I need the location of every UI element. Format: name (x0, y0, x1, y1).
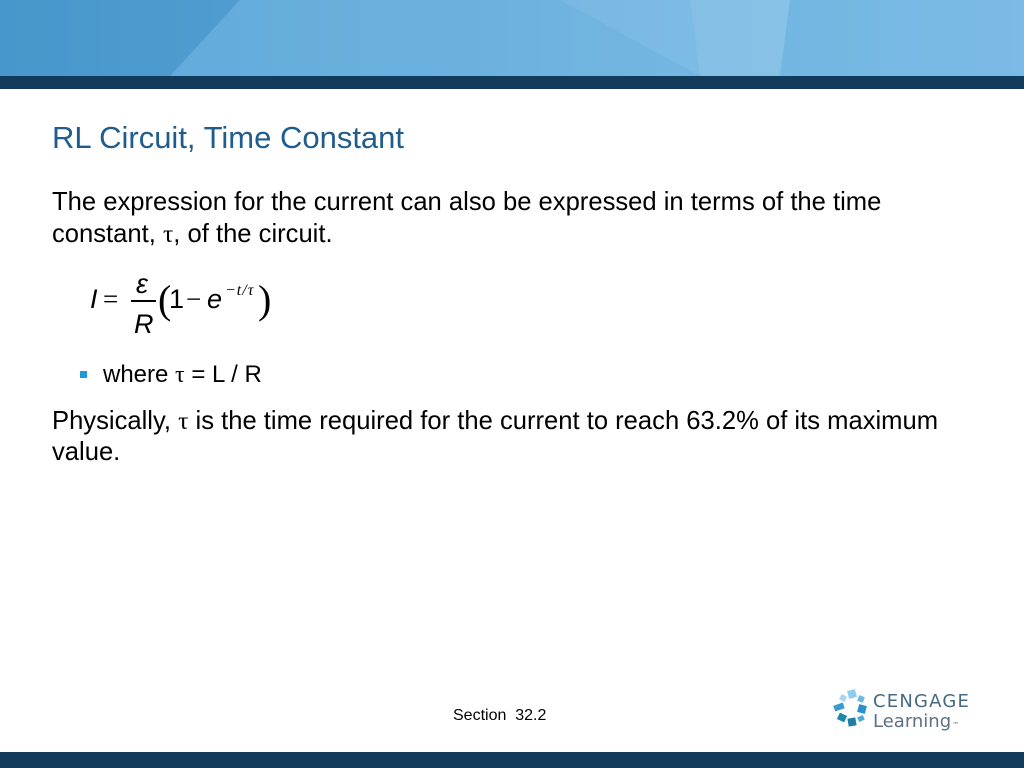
bullet-text: where (103, 361, 176, 388)
header-stripe (0, 76, 1024, 89)
logo-mark-piece (847, 717, 856, 726)
current-equation (86, 266, 276, 342)
equation-exponential-base: e (207, 284, 223, 314)
logo-brand-text: CENGAGE (873, 691, 971, 712)
physical-meaning-paragraph (52, 405, 962, 468)
equation-resistance-denominator: R (134, 309, 154, 339)
banner-facet (780, 0, 1024, 76)
equation-equals: = (103, 284, 119, 314)
square-bullet-icon (80, 371, 87, 378)
equation-minus: − (186, 284, 202, 314)
equation-close-paren: ) (258, 277, 272, 322)
logo-learning-wordmark (873, 712, 959, 735)
equation-emf-numerator: ε (136, 269, 148, 299)
section-label: Section 32.2 (453, 707, 547, 724)
logo-mark-piece (857, 695, 865, 703)
fraction-bar (131, 300, 156, 302)
cengage-logo-mark-icon (831, 688, 869, 730)
equation-one: 1 (169, 284, 185, 314)
header-banner (0, 0, 1024, 76)
logo-mark-piece (839, 694, 847, 702)
slide-title: RL Circuit, Time Constant (52, 120, 405, 155)
logo-mark-piece (833, 702, 844, 711)
logo-mark-piece (847, 689, 857, 699)
tau-symbol: τ (175, 362, 185, 388)
tau-symbol: τ (162, 219, 174, 248)
intro-text-end: , of the circuit. (173, 220, 333, 248)
cengage-logo (831, 688, 983, 738)
equation-current-symbol: I (90, 284, 98, 314)
bullet-text-end: = L / R (184, 361, 262, 388)
banner-facet (690, 0, 790, 76)
footer-stripe (0, 752, 1024, 768)
trademark-symbol: ™ (952, 721, 960, 729)
equation-exponent: −t/τ (225, 282, 255, 299)
logo-mark-piece (857, 715, 865, 722)
logo-mark-piece (837, 713, 847, 723)
logo-learning-text: Learning (873, 711, 952, 732)
tau-symbol: τ (178, 406, 189, 435)
logo-mark-piece (857, 704, 867, 714)
intro-text: The expression for the current can also be expressed in terms of the time constant, (52, 188, 882, 248)
equation-open-paren: ( (158, 277, 172, 322)
bullet-item (103, 359, 262, 391)
physical-text-end: is the time required for the current to reach 63.2% of its maximum value. (52, 407, 939, 466)
physical-text: Physically, (52, 407, 179, 435)
intro-paragraph (52, 186, 962, 250)
